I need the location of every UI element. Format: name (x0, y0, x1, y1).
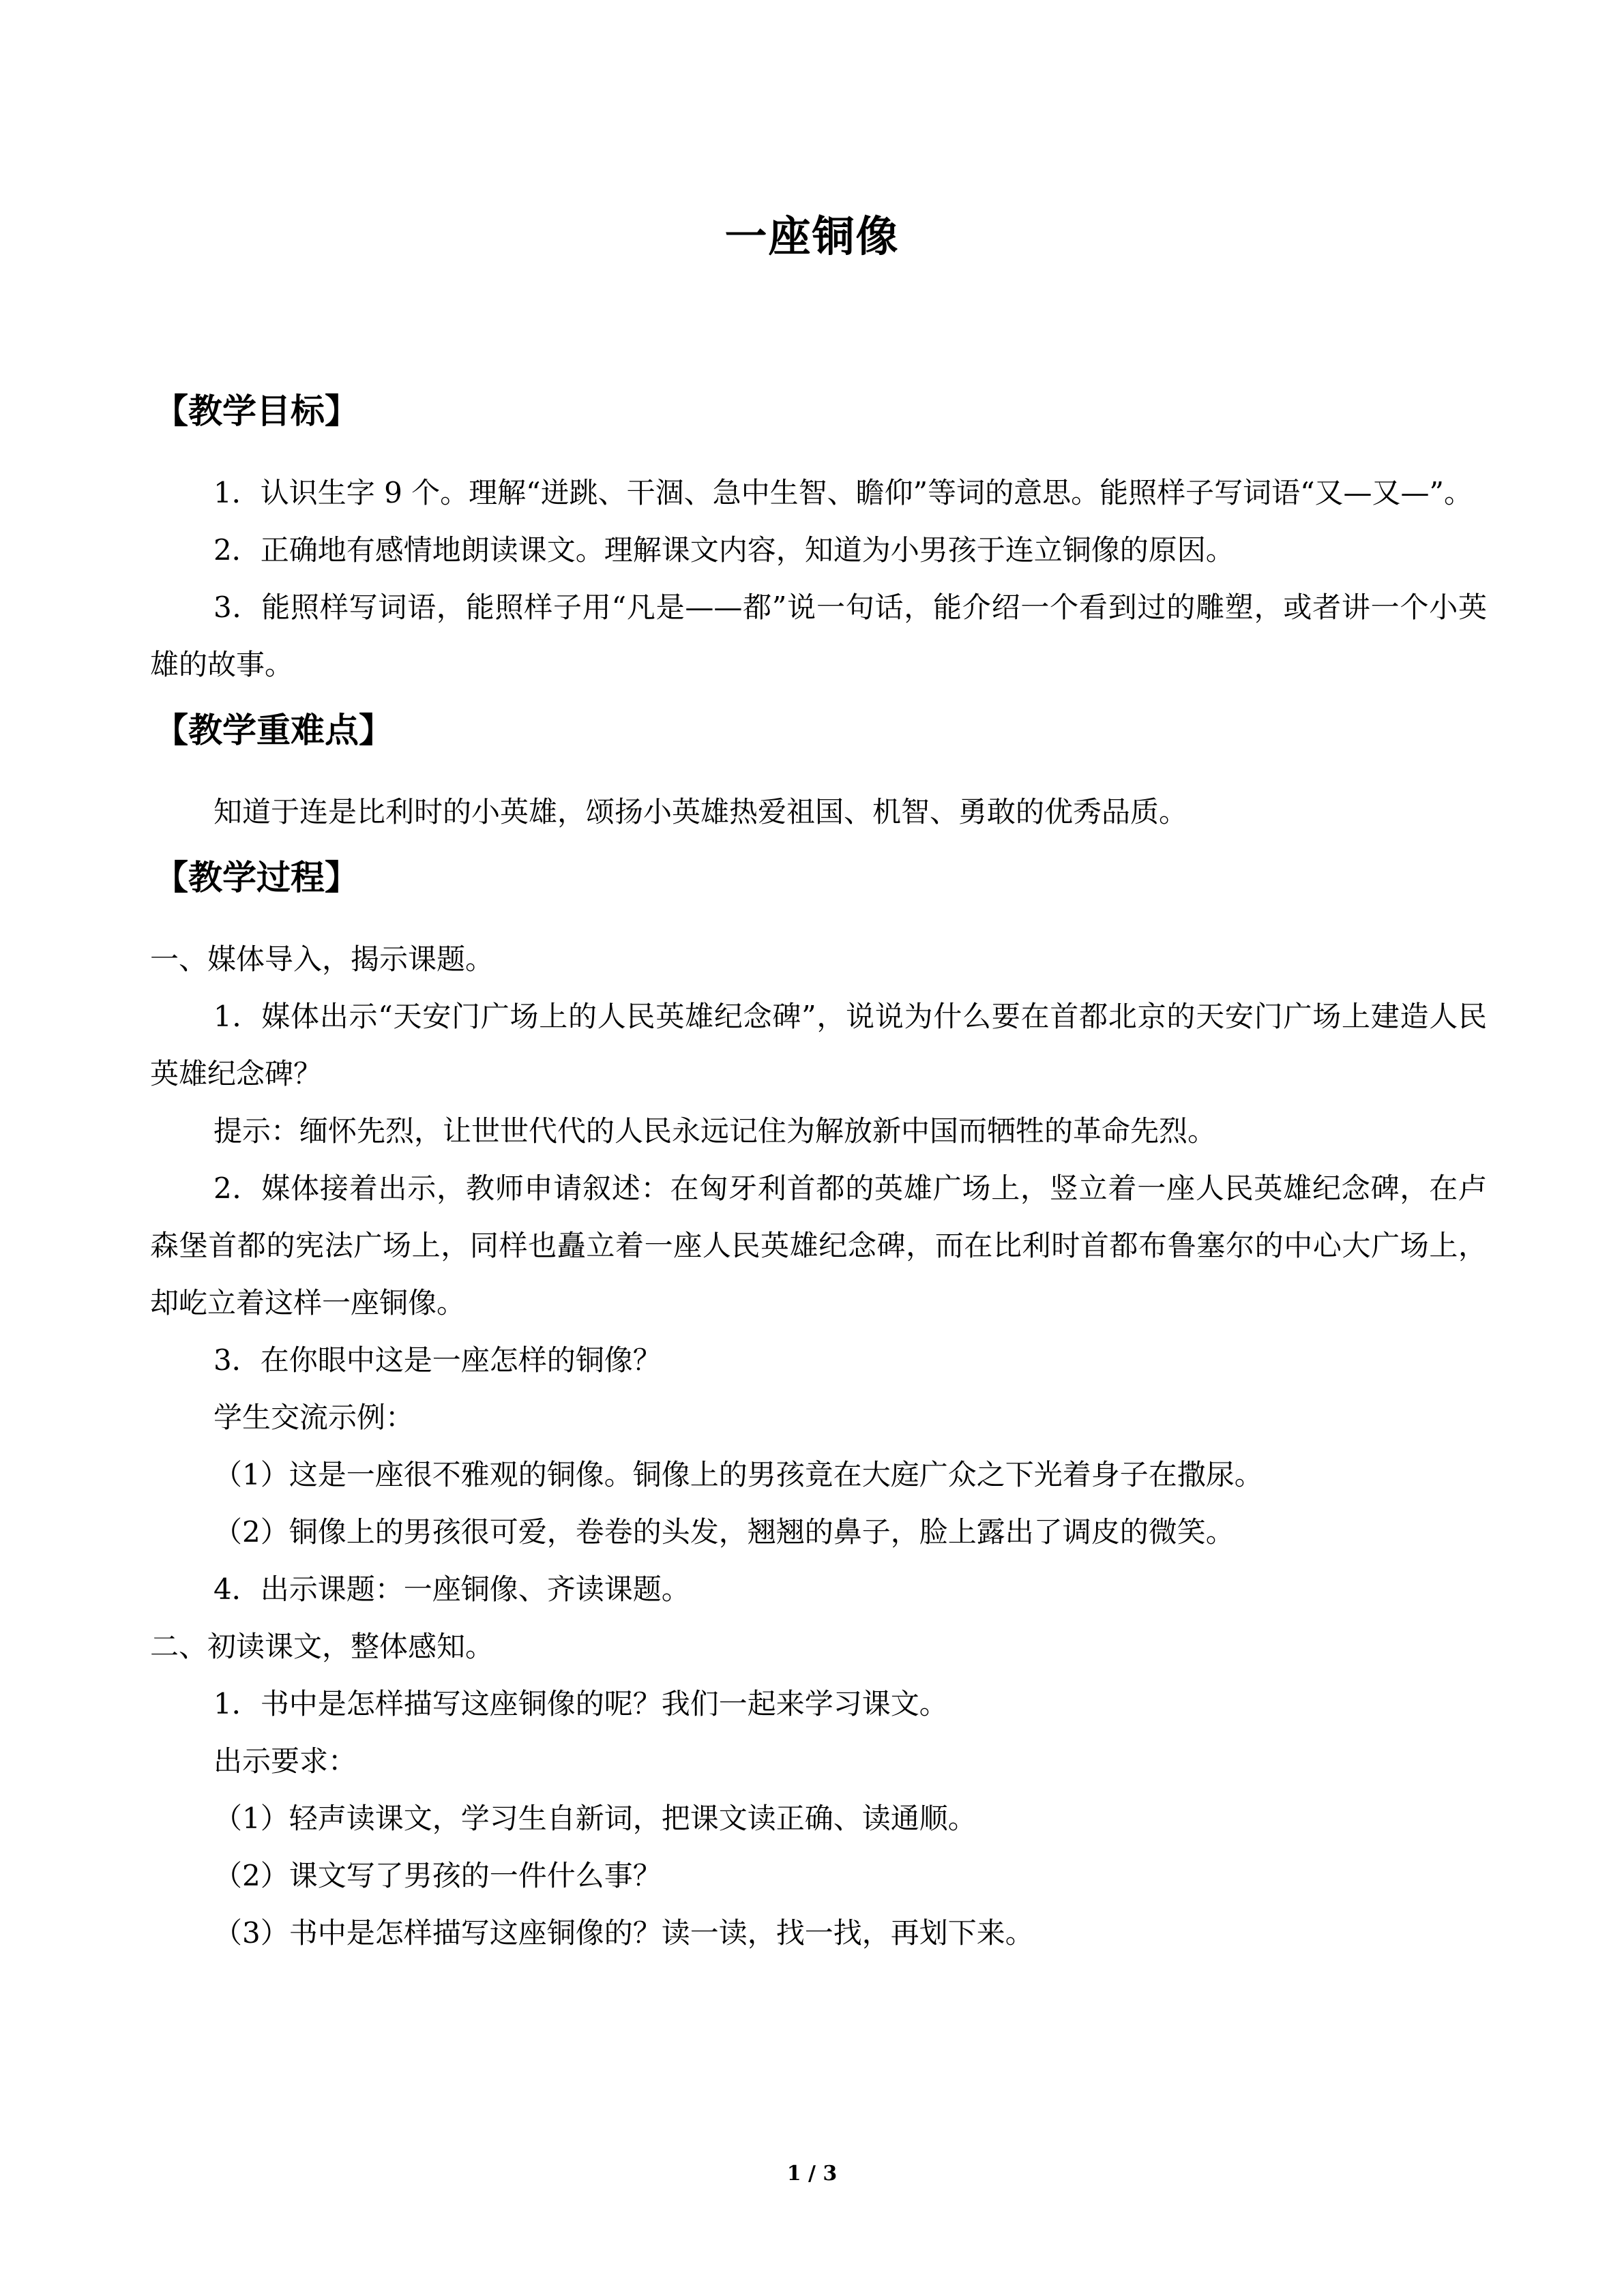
heading-teaching-goals: 【教学目标】 (154, 391, 359, 431)
process-part2-title: 二、初读课文，整体感知。 (150, 1630, 494, 1663)
goal-item-2: 2．正确地有感情地朗读课文。理解课文内容，知道为小男孩于连立铜像的原因。 (213, 533, 1235, 567)
process-part2-item-2: 出示要求： (213, 1744, 357, 1778)
document-body (150, 378, 1487, 1962)
process-part1-item-7: （2）铜像上的男孩很可爱，卷卷的头发，翘翘的鼻子，脸上露出了调皮的微笑。 (213, 1515, 1235, 1549)
page-number: 1 / 3 (786, 2162, 838, 2186)
process-part1-title: 一、媒体导入，揭示课题。 (150, 942, 494, 976)
process-part1-item-5: 学生交流示例： (213, 1401, 415, 1434)
process-part2-item-5: （3）书中是怎样描写这座铜像的？读一读，找一找，再划下来。 (213, 1916, 1034, 1950)
process-part1-item-2: 提示：缅怀先烈，让世世代代的人民永远记住为解放新中国而牺牲的革命先烈。 (213, 1114, 1217, 1148)
heading-key-points: 【教学重难点】 (154, 711, 393, 750)
goal-item-1: 1．认识生字 9 个。理解“迸跳、干涸、急中生智、瞻仰”等词的意思。能照样子写词语“又—又—”。 (213, 476, 1473, 509)
process-part2-item-1: 1．书中是怎样描写这座铜像的呢？我们一起来学习课文。 (213, 1687, 948, 1720)
process-part1-item-1: 1．媒体出示“天安门广场上的人民英雄纪念碑”，说说为什么要在首都北京的天安门广场上建造人民英雄纪念碑？ (150, 1000, 1487, 1090)
process-part2-item-4: （2）课文写了男孩的一件什么事？ (213, 1859, 662, 1892)
goal-item-3: 3．能照样写词语，能照样子用“凡是——都”说一句话，能介绍一个看到过的雕塑，或者讲一个小英雄的故事。 (150, 591, 1487, 681)
page-title: 一座铜像 (724, 211, 900, 261)
process-part2-item-3: （1）轻声读课文，学习生自新词，把课文读正确、读通顺。 (213, 1802, 977, 1835)
process-part1-item-6: （1）这是一座很不雅观的铜像。铜像上的男孩竟在大庭广众之下光着身子在撒尿。 (213, 1458, 1263, 1491)
process-part1-item-8: 4．出示课题：一座铜像、齐读课题。 (213, 1572, 690, 1606)
heading-teaching-process: 【教学过程】 (154, 858, 359, 897)
process-part1-item-4: 3．在你眼中这是一座怎样的铜像？ (213, 1343, 662, 1377)
process-part1-item-3: 2．媒体接着出示，教师申请叙述：在匈牙利首都的英雄广场上，竖立着一座人民英雄纪念碑，在卢森堡首都的宪法广场上，同样也矗立着一座人民英雄纪念碑，而在比利时首都布鲁塞尔的中心大广场上，却屹立着这样一座铜像。 (150, 1172, 1487, 1320)
key-points-text: 知道于连是比利时的小英雄，颂扬小英雄热爱祖国、机智、勇敢的优秀品质。 (213, 795, 1188, 829)
